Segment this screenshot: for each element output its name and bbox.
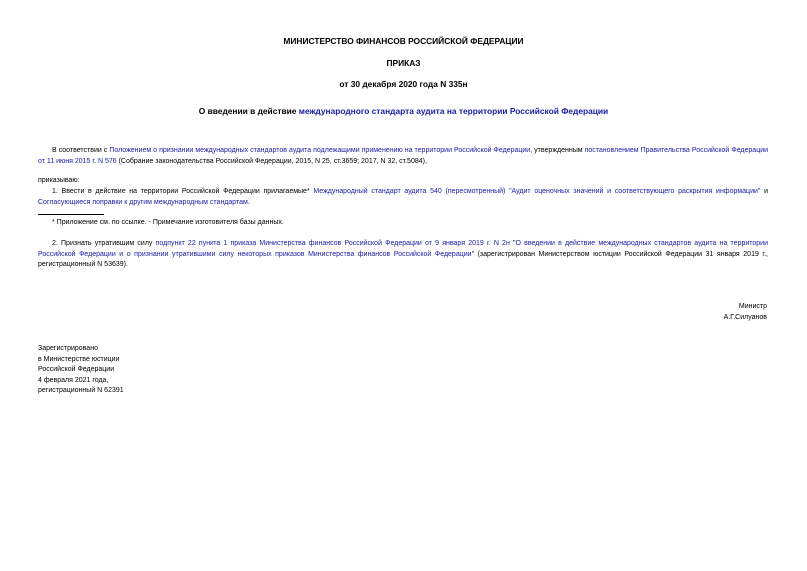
registration-line-3: Российской Федерации xyxy=(38,366,115,374)
subject-link[interactable]: международного стандарта аудита на территории Российской Федерации xyxy=(298,106,609,116)
conforming-amendments-link[interactable]: Согласующиеся поправки к другим международным стандартам xyxy=(38,198,248,206)
paragraph-item-1 xyxy=(38,187,768,208)
paragraph-item-2 xyxy=(38,239,768,271)
para2-text2: и xyxy=(760,188,768,195)
order-subject xyxy=(0,106,807,116)
para3-text1: 2. Признать утратившим силу xyxy=(52,240,156,247)
subparagraph-22-link[interactable]: подпункт 22 пункта 1 приказа Министерства финансов Российской Федерации от 9 января 2019 г. N 2н xyxy=(155,240,510,247)
footnote: * Приложение см. по ссылке. - Примечание изготовителя базы данных. xyxy=(52,219,284,226)
orders-label: приказываю: xyxy=(38,177,80,184)
signature-block xyxy=(724,302,767,323)
paragraph-basis xyxy=(38,146,768,167)
registration-line-1: Зарегистрировано xyxy=(38,345,98,352)
registration-line-5: регистрационный N 62391 xyxy=(38,387,124,395)
order-title: ПРИКАЗ xyxy=(386,58,421,68)
ministry-heading: МИНИСТЕРСТВО ФИНАНСОВ РОССИЙСКОЙ ФЕДЕРАЦИИ xyxy=(283,36,524,46)
footnote-divider xyxy=(38,214,104,215)
registration-line-2: в Министерстве юстиции xyxy=(38,355,120,363)
para2-text3: . xyxy=(247,198,250,206)
regulation-link[interactable]: Положением о признании международных стандартов аудита подлежащими применению на территории Российской Федерации xyxy=(109,147,531,154)
signature-name: А.Г.Силуанов xyxy=(723,313,767,321)
isa-540-link[interactable]: Международный стандарт аудита 540 (пересмотренный) "Аудит оценочных значений и соответствующего раскрытия информации" xyxy=(313,188,761,195)
government-decree-link[interactable]: постановлением Правительства Российской Федерации от 11 июня 2015 г. N 576 xyxy=(38,147,769,165)
order-2n-title-link[interactable]: О введении в действие международных стандартов аудита на территории Российской Федерации и о признании утратившими силу некоторых приказов Министерства финансов Российской Федерации xyxy=(38,240,768,258)
order-date: от 30 декабря 2020 года N 335н xyxy=(339,79,468,89)
para3-text3: " (зарегистрирован Министерством юстиции Российской Федерации 31 января 2019 г., регистрационный N 53639). xyxy=(38,250,768,269)
registration-block xyxy=(38,344,124,397)
signature-position: Министр xyxy=(738,303,767,310)
para3-text2: " xyxy=(509,240,516,247)
para2-text1: 1. Ввести в действие на территории Российской Федерации прилагаемые* xyxy=(52,188,314,195)
registration-line-4: 4 февраля 2021 года, xyxy=(38,376,109,384)
para1-text1: В соответствии с xyxy=(52,147,110,154)
para1-text2: , утвержденным xyxy=(530,147,585,154)
para1-text3: (Собрание законодательства Российской Федерации, 2015, N 25, ст.3659; 2017, N 32, ст.5084), xyxy=(116,157,427,165)
subject-prefix: О введении в действие xyxy=(198,106,299,116)
